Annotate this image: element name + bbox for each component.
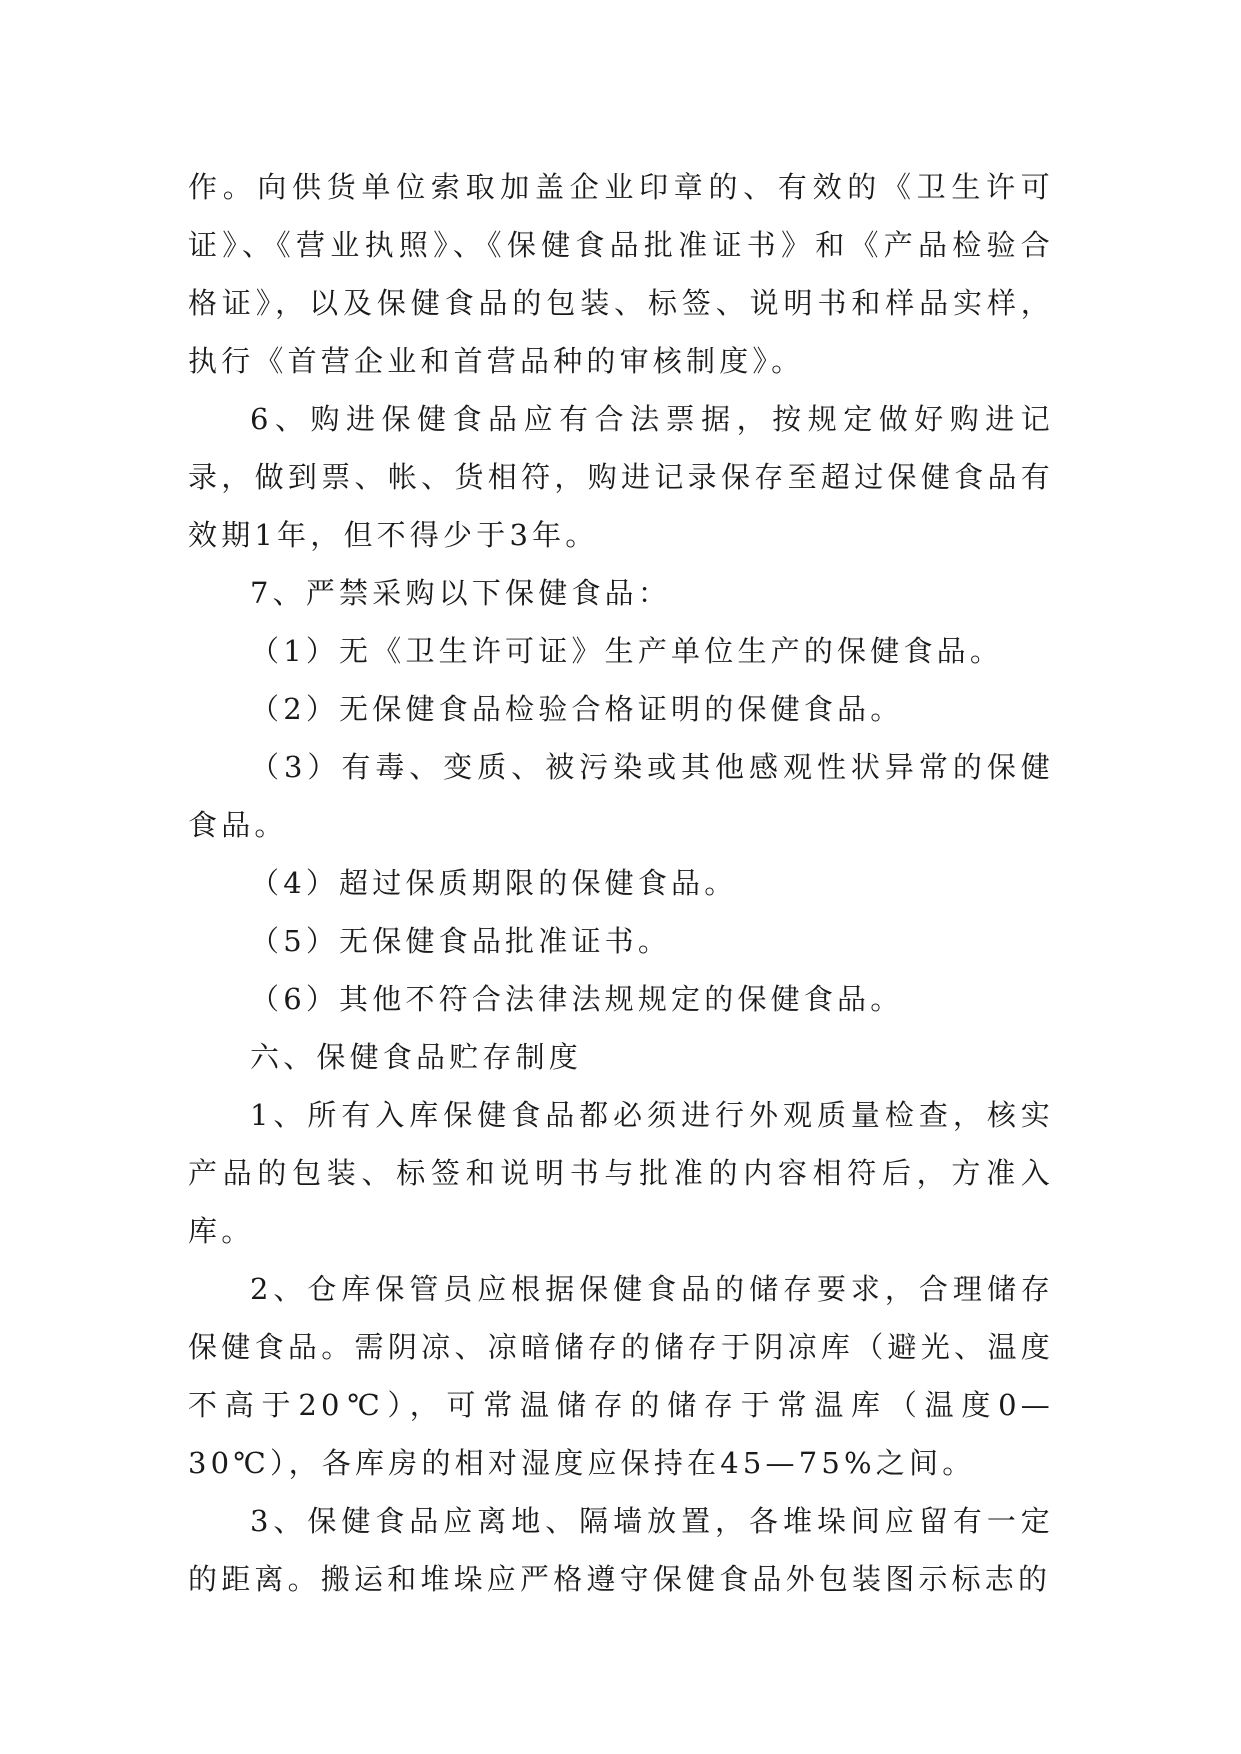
list-item: （5）无保健食品批准证书。 <box>250 924 672 958</box>
document-body <box>188 158 1054 1608</box>
list-item: （3）有毒、变质、被污染或其他感观性状异常的保健食品。 <box>188 750 1054 842</box>
list-item: （6）其他不符合法律法规规定的保健食品。 <box>250 982 904 1016</box>
paragraph: 1、所有入库保健食品都必须进行外观质量检查，核实产品的包装、标签和说明书与批准的内容相符后，方准入库。 <box>188 1098 1054 1248</box>
section-heading: 六、保健食品贮存制度 <box>250 1040 583 1074</box>
list-item: （1）无《卫生许可证》生产单位生产的保健食品。 <box>250 634 1004 668</box>
paragraph: 2、仓库保管员应根据保健食品的储存要求，合理储存保健食品。需阴凉、凉暗储存的储存于阴凉库（避光、温度不高于20℃），可常温储存的储存于常温库（温度0—30℃），各库房的相对湿度应保持在45—75%之间。 <box>188 1272 1054 1480</box>
paragraph: 6、购进保健食品应有合法票据，按规定做好购进记录，做到票、帐、货相符，购进记录保存至超过保健食品有效期1年，但不得少于3年。 <box>188 402 1054 552</box>
paragraph: 7、严禁采购以下保健食品： <box>250 576 672 610</box>
paragraph: 作。向供货单位索取加盖企业印章的、有效的《卫生许可证》、《营业执照》、《保健食品批准证书》和《产品检验合格证》，以及保健食品的包装、标签、说明书和样品实样，执行《首营企业和首营品种的审核制度》。 <box>188 170 1054 378</box>
paragraph: 3、保健食品应离地、隔墙放置，各堆垛间应留有一定的距离。搬运和堆垛应严格遵守保健食品外包装图示标志的 <box>188 1504 1054 1596</box>
list-item: （2）无保健食品检验合格证明的保健食品。 <box>250 692 904 726</box>
list-item: （4）超过保质期限的保健食品。 <box>250 866 738 900</box>
